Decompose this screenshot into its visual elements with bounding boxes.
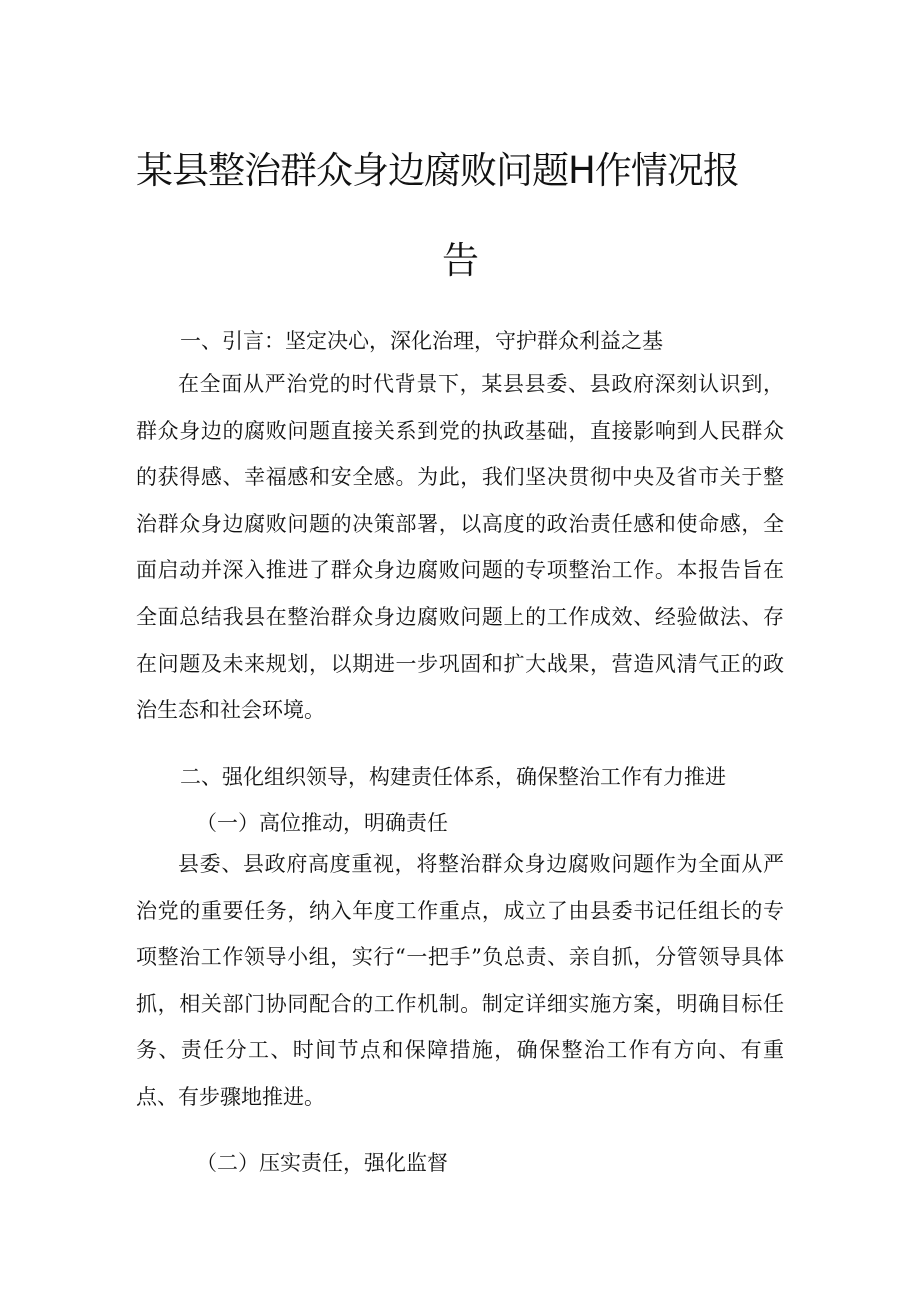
section-1-heading: 一、引言：坚定决心，深化治理，守护群众利益之基 [180, 329, 663, 353]
subsection-1-paragraph: 县委、县政府高度重视，将整治群众身边腐败问题作为全面从严治党的重要任务，纳入年度工作重点，成立了由县委书记任组长的专项整治工作领导小组，实行“一把手”负总责、亲自抓，分管领导具体抓，相关部门协同配合的工作机制。制定详细实施方案，明确目标任务、责任分工、时间节点和保障措施，确保整治工作有方向、有重点、有步骤地推进。 [136, 852, 784, 1109]
document-title-continued: 告 [442, 239, 478, 282]
subsection-2-heading: （二）压实责任，强化监督 [196, 1151, 448, 1175]
document-title: 某县整治群众身边腐败问题H作情况报 [136, 149, 739, 192]
subsection-1-heading: （一）高位推动，明确责任 [196, 811, 448, 835]
section-2-heading: 二、强化组织领导，构建责任体系，确保整治工作有力推进 [180, 765, 726, 789]
section-1-paragraph: 在全面从严治党的时代背景下，某县县委、县政府深刻认识到，群众身边的腐败问题直接关系到党的执政基础，直接影响到人民群众的获得感、幸福感和安全感。为此，我们坚决贯彻中央及省市关于整治群众身边腐败问题的决策部署，以高度的政治责任感和使命感，全面启动并深入推进了群众身边腐败问题的专项整治工作。本报告旨在全面总结我县在整治群众身边腐败问题上的工作成效、经验做法、存在问题及未来规划，以期进一步巩固和扩大战果，营造风清气正的政治生态和社会环境。 [136, 372, 784, 723]
